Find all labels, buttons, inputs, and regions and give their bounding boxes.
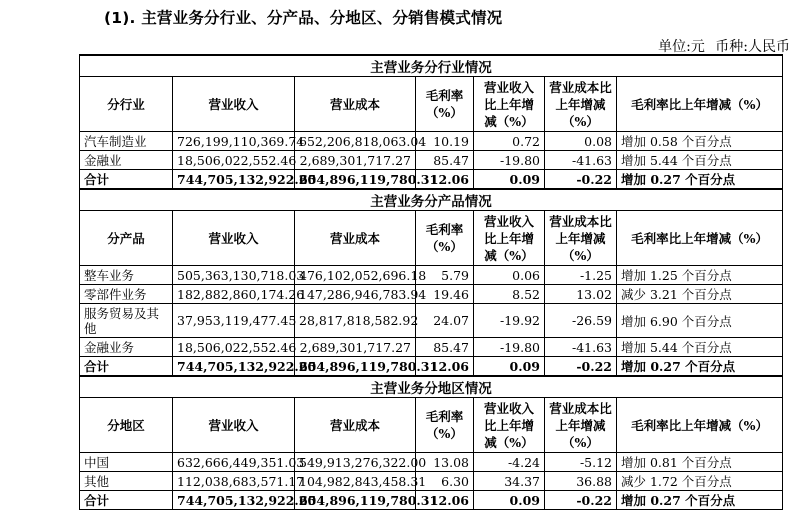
table-row bbox=[80, 266, 783, 285]
table-cell: 0.09 bbox=[474, 357, 545, 377]
table-cell: 37,953,119,477.45 bbox=[173, 304, 295, 338]
table-cell: 0.72 bbox=[474, 132, 545, 151]
header-cost-change: 营业成本比上年增减（%） bbox=[545, 398, 617, 453]
table-row bbox=[80, 132, 783, 151]
table-cell: 减少 1.72 个百分点 bbox=[617, 472, 783, 491]
header-margin: 毛利率（%） bbox=[416, 77, 474, 132]
table-row bbox=[80, 472, 783, 491]
table-cell: 36.88 bbox=[545, 472, 617, 491]
table-cell: 182,882,860,174.26 bbox=[173, 285, 295, 304]
table-cell: 549,913,276,322.00 bbox=[295, 453, 416, 472]
table-cell: 0.06 bbox=[474, 266, 545, 285]
table-cell: -41.63 bbox=[545, 338, 617, 357]
header-margin-change: 毛利率比上年增减（%） bbox=[617, 77, 783, 132]
table-cell: 104,982,843,458.31 bbox=[295, 472, 416, 491]
table-cell: 744,705,132,922.20 bbox=[173, 491, 295, 510]
table-cell: -19.80 bbox=[474, 338, 545, 357]
table-cell: 其他 bbox=[80, 472, 173, 491]
table-cell: 0.09 bbox=[474, 170, 545, 190]
header-revenue: 营业收入 bbox=[173, 211, 295, 266]
table-cell: 2,689,301,717.27 bbox=[295, 338, 416, 357]
header-cost: 营业成本 bbox=[295, 77, 416, 132]
table-cell: 增加 5.44 个百分点 bbox=[617, 338, 783, 357]
table-cell: 13.02 bbox=[545, 285, 617, 304]
table-cell: 85.47 bbox=[416, 338, 474, 357]
table-cell: 增加 1.25 个百分点 bbox=[617, 266, 783, 285]
table-cell: 金融业 bbox=[80, 151, 173, 170]
table-cell: 增加 0.58 个百分点 bbox=[617, 132, 783, 151]
table-cell: 112,038,683,571.17 bbox=[173, 472, 295, 491]
table-cell: 654,896,119,780.31 bbox=[295, 491, 416, 510]
table-cell: 0.09 bbox=[474, 491, 545, 510]
table-cell: -0.22 bbox=[545, 491, 617, 510]
header-revenue-change: 营业收入比上年增减（%） bbox=[474, 77, 545, 132]
table-cell: 19.46 bbox=[416, 285, 474, 304]
table-body bbox=[80, 55, 783, 510]
header-margin: 毛利率（%） bbox=[416, 211, 474, 266]
table-cell: 726,199,110,369.74 bbox=[173, 132, 295, 151]
table-cell: 476,102,052,696.18 bbox=[295, 266, 416, 285]
table-cell: 零部件业务 bbox=[80, 285, 173, 304]
table-cell: 金融业务 bbox=[80, 338, 173, 357]
header-cost: 营业成本 bbox=[295, 398, 416, 453]
table-cell: 合计 bbox=[80, 170, 173, 190]
header-margin: 毛利率（%） bbox=[416, 398, 474, 453]
table-cell: 6.30 bbox=[416, 472, 474, 491]
table-cell: -1.25 bbox=[545, 266, 617, 285]
table-cell: 147,286,946,783.94 bbox=[295, 285, 416, 304]
table-cell: 中国 bbox=[80, 453, 173, 472]
table-cell: 0.08 bbox=[545, 132, 617, 151]
table-cell: 增加 0.27 个百分点 bbox=[617, 170, 783, 190]
table-cell: 13.08 bbox=[416, 453, 474, 472]
table-cell: 18,506,022,552.46 bbox=[173, 338, 295, 357]
header-row bbox=[80, 211, 783, 266]
table-cell: 18,506,022,552.46 bbox=[173, 151, 295, 170]
table-cell: 744,705,132,922.20 bbox=[173, 170, 295, 190]
table-cell: 合计 bbox=[80, 491, 173, 510]
table-row bbox=[80, 285, 783, 304]
table-cell: -41.63 bbox=[545, 151, 617, 170]
table-cell: 增加 0.81 个百分点 bbox=[617, 453, 783, 472]
table-cell: 85.47 bbox=[416, 151, 474, 170]
header-margin-change: 毛利率比上年增减（%） bbox=[617, 398, 783, 453]
table-row bbox=[80, 338, 783, 357]
header-cost-change: 营业成本比上年增减（%） bbox=[545, 211, 617, 266]
table-row bbox=[80, 151, 783, 170]
section-title: 主营业务分地区情况 bbox=[80, 376, 783, 398]
header-row bbox=[80, 398, 783, 453]
header-row bbox=[80, 77, 783, 132]
table-row bbox=[80, 304, 783, 338]
table-cell: 5.79 bbox=[416, 266, 474, 285]
table-cell: -0.22 bbox=[545, 170, 617, 190]
table-cell: 12.06 bbox=[416, 491, 474, 510]
currency-label: 币种:人民币 bbox=[715, 39, 790, 55]
table-cell: 12.06 bbox=[416, 357, 474, 377]
unit-label: 单位:元 bbox=[658, 39, 705, 55]
header-margin-change: 毛利率比上年增减（%） bbox=[617, 211, 783, 266]
section-title-row bbox=[80, 55, 783, 77]
table-cell: -4.24 bbox=[474, 453, 545, 472]
table-cell: -5.12 bbox=[545, 453, 617, 472]
table-cell: -19.80 bbox=[474, 151, 545, 170]
header-revenue: 营业收入 bbox=[173, 77, 295, 132]
total-row bbox=[80, 491, 783, 510]
table-cell: 34.37 bbox=[474, 472, 545, 491]
section-title-row bbox=[80, 189, 783, 211]
table-cell: -19.92 bbox=[474, 304, 545, 338]
table-cell: 汽车制造业 bbox=[80, 132, 173, 151]
table-cell: -0.22 bbox=[545, 357, 617, 377]
header-cost-change: 营业成本比上年增减（%） bbox=[545, 77, 617, 132]
table-cell: -26.59 bbox=[545, 304, 617, 338]
table-row bbox=[80, 453, 783, 472]
table-cell: 652,206,818,063.04 bbox=[295, 132, 416, 151]
table-cell: 8.52 bbox=[474, 285, 545, 304]
table-cell: 654,896,119,780.31 bbox=[295, 170, 416, 190]
section-title-row bbox=[80, 376, 783, 398]
table-cell: 505,363,130,718.03 bbox=[173, 266, 295, 285]
total-row bbox=[80, 170, 783, 190]
main-business-table bbox=[79, 54, 783, 510]
table-cell: 12.06 bbox=[416, 170, 474, 190]
section-title: 主营业务分行业情况 bbox=[80, 55, 783, 77]
header-revenue: 营业收入 bbox=[173, 398, 295, 453]
table-cell: 整车业务 bbox=[80, 266, 173, 285]
table-cell: 24.07 bbox=[416, 304, 474, 338]
total-row bbox=[80, 357, 783, 377]
header-cost: 营业成本 bbox=[295, 211, 416, 266]
header-revenue-change: 营业收入比上年增减（%） bbox=[474, 398, 545, 453]
table-cell: 632,666,449,351.03 bbox=[173, 453, 295, 472]
table-cell: 减少 3.21 个百分点 bbox=[617, 285, 783, 304]
section-heading: (1). 主营业务分行业、分产品、分地区、分销售模式情况 bbox=[104, 9, 503, 27]
table-cell: 合计 bbox=[80, 357, 173, 377]
header-category: 分行业 bbox=[80, 77, 173, 132]
table-cell: 28,817,818,582.92 bbox=[295, 304, 416, 338]
header-category: 分产品 bbox=[80, 211, 173, 266]
header-category: 分地区 bbox=[80, 398, 173, 453]
table-cell: 增加 0.27 个百分点 bbox=[617, 491, 783, 510]
table-cell: 2,689,301,717.27 bbox=[295, 151, 416, 170]
table-cell: 服务贸易及其他 bbox=[80, 304, 173, 338]
table-cell: 10.19 bbox=[416, 132, 474, 151]
table-cell: 增加 0.27 个百分点 bbox=[617, 357, 783, 377]
unit-note bbox=[652, 36, 790, 56]
table-cell: 654,896,119,780.31 bbox=[295, 357, 416, 377]
header-revenue-change: 营业收入比上年增减（%） bbox=[474, 211, 545, 266]
section-title: 主营业务分产品情况 bbox=[80, 189, 783, 211]
table-cell: 增加 6.90 个百分点 bbox=[617, 304, 783, 338]
table-cell: 增加 5.44 个百分点 bbox=[617, 151, 783, 170]
table-cell: 744,705,132,922.20 bbox=[173, 357, 295, 377]
